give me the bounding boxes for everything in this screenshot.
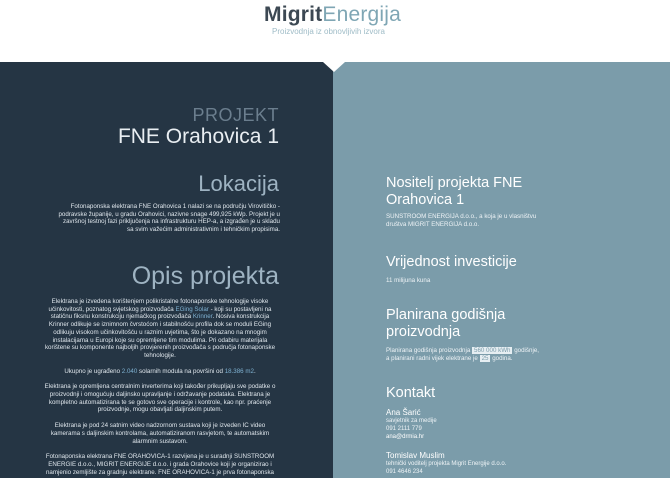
proizvodnja-heading-line-2: proizvodnja: [386, 324, 461, 340]
nositelj-heading: [386, 175, 522, 209]
lokacija-text: Fotonaponska elektrana FNE Orahovica 1 nalazi se na području Virovitičko - podravske županije, u gradu Orahovici, nazivne snage 499,925 kWp. Projekt je u završnoj testnoj fazi priključenja na infrastrukturu HEP-a, a izgrađen je u skladu sa svim važećim administrativnim i tehničkim propisima.: [58, 203, 280, 234]
proizvodnja-text-line-1: [386, 347, 576, 355]
logo-bold: Migrit: [264, 3, 323, 26]
opis-p1-c: . Nosiva konstrukcija Krinner odlikuje se iznimnom čvrstoćom i stabilnošću profila dok se moduli EGing odlikuju visokom učinkovitošću u raznim uvjetima, što je dokazano na mnogim instalacijama u Europi koje su opremljene tim modulima. Pri odabiru materijala korištene su komponente najboljih provjerenih proizvođača s područja fotonaponske tehnologije.: [44, 313, 276, 359]
proizvodnja-text-c: a planirani radni vijek elektrane je: [386, 354, 478, 362]
proizvodnja-text: [386, 347, 576, 362]
investicija-heading: Vrijednost investicije: [386, 254, 517, 270]
logo-light: Energija: [322, 3, 402, 26]
proizvodnja-text-line-2: [386, 355, 576, 363]
project-name: FNE Orahovica 1: [117, 125, 279, 148]
nositelj-heading-line-1: Nositelj projekta FNE: [386, 175, 523, 191]
proizvodnja-heading-line-1: Planirana godišnja: [386, 307, 506, 323]
investicija-text: 11 milijuna kuna: [386, 277, 431, 284]
lokacija-heading: Lokacija: [198, 171, 279, 196]
contact-role: tehnički voditelj projekta Migrit Energije d.o.o.: [386, 461, 507, 467]
contact-phone[interactable]: 091 4646 234: [386, 469, 423, 475]
area-value: 18.386 m2: [224, 367, 254, 375]
contact-name: Ana Šarić: [386, 408, 421, 417]
right-column: [333, 62, 670, 478]
nositelj-text-line-1: SUNSTROOM ENERGIJA d.o.o., a koja je u vlasništvu: [386, 213, 537, 220]
link-krinner[interactable]: Krinner: [192, 313, 213, 321]
contact-role: savjetnik za medije: [386, 418, 437, 424]
proizvodnja-text-d: godina.: [492, 354, 513, 362]
contact-name: Tomislav Muslim: [386, 451, 445, 460]
opis-p1-a: Elektrana je izvedena korištenjem polikristalne fotonaponske tehnologije visoke učinkovitosti, poznatog svjetskog proizvođača: [48, 298, 269, 313]
proizvodnja-heading: [386, 307, 505, 341]
opis-paragraph-2: [40, 368, 280, 376]
nositelj-text-line-2: društva MIGRIT ENERGIJA d.o.o.: [386, 220, 480, 228]
production-value: 560 000 kWh: [474, 347, 511, 354]
opis-heading: Opis projekta: [131, 262, 279, 290]
opis-p1-b: - koji su postavljeni na statičnu fiksnu konstrukciju njemačkog proizvođača: [50, 305, 272, 321]
logo-tagline: Proizvodnja iz obnovljivih izvora: [272, 27, 385, 36]
opis-p2-a: Ukupno je ugrađeno: [64, 367, 121, 375]
lifetime-years: 25: [481, 354, 489, 362]
modules-count: 2.040: [121, 367, 138, 375]
opis-paragraph-1: [40, 298, 280, 360]
contact-email[interactable]: ana@drmia.hr: [386, 434, 425, 440]
opis-paragraph-4: Elektrana je pod 24 satnim video nadzornom sustava koji je izveden IC video kamerama s daljinskim kontrolama, automatiziranom rasvjetom, te automatskim alarmnim sustavom.: [50, 422, 270, 445]
opis-p2-c: .: [253, 367, 256, 375]
logo[interactable]: [264, 4, 414, 36]
nositelj-text: [386, 213, 576, 228]
opis-paragraph-3: Elektrana je opremljena centralnim inverterima koji također prikupljaju sve podatke o proizvodnji i omogućuju daljinsko upravljanje i održavanje podataka. Elektrana je kompletno automatizirana te se gotovo sve operacije i kontrole, kao npr. praćenje proizvodnje, mogu obavljati daljinskim putem.: [44, 383, 276, 414]
proizvodnja-text-b: godišnje,: [514, 347, 539, 354]
opis-p2-b: solarnih modula na površini od: [139, 367, 223, 375]
project-label: PROJEKT: [192, 105, 279, 125]
link-eging-solar[interactable]: EGing Solar: [175, 305, 209, 313]
opis-paragraph-5: Fotonaponska elektrana FNE ORAHOVICA-1 razvijena je u suradnji SUNSTROOM ENERGIE d.o.o., MIGRIT ENERGIJE d.o.o. i grada Orahovice koji je organizirao i namjenio zemljište za gradnju elektrane. FNE ORAHOVICA-1 je prva fotonaponska: [45, 453, 275, 476]
opis-body: [40, 298, 280, 478]
contact-phone[interactable]: 091 2111 779: [386, 426, 422, 432]
proizvodnja-text-a: Planirana godišnja proizvodnja: [386, 347, 471, 354]
site-header: [0, 0, 670, 62]
logo-title: [264, 4, 414, 26]
header-notch: [323, 62, 345, 72]
left-column: [0, 62, 333, 478]
kontakt-heading: Kontakt: [386, 385, 436, 401]
nositelj-heading-line-2: Orahovica 1: [386, 192, 465, 208]
